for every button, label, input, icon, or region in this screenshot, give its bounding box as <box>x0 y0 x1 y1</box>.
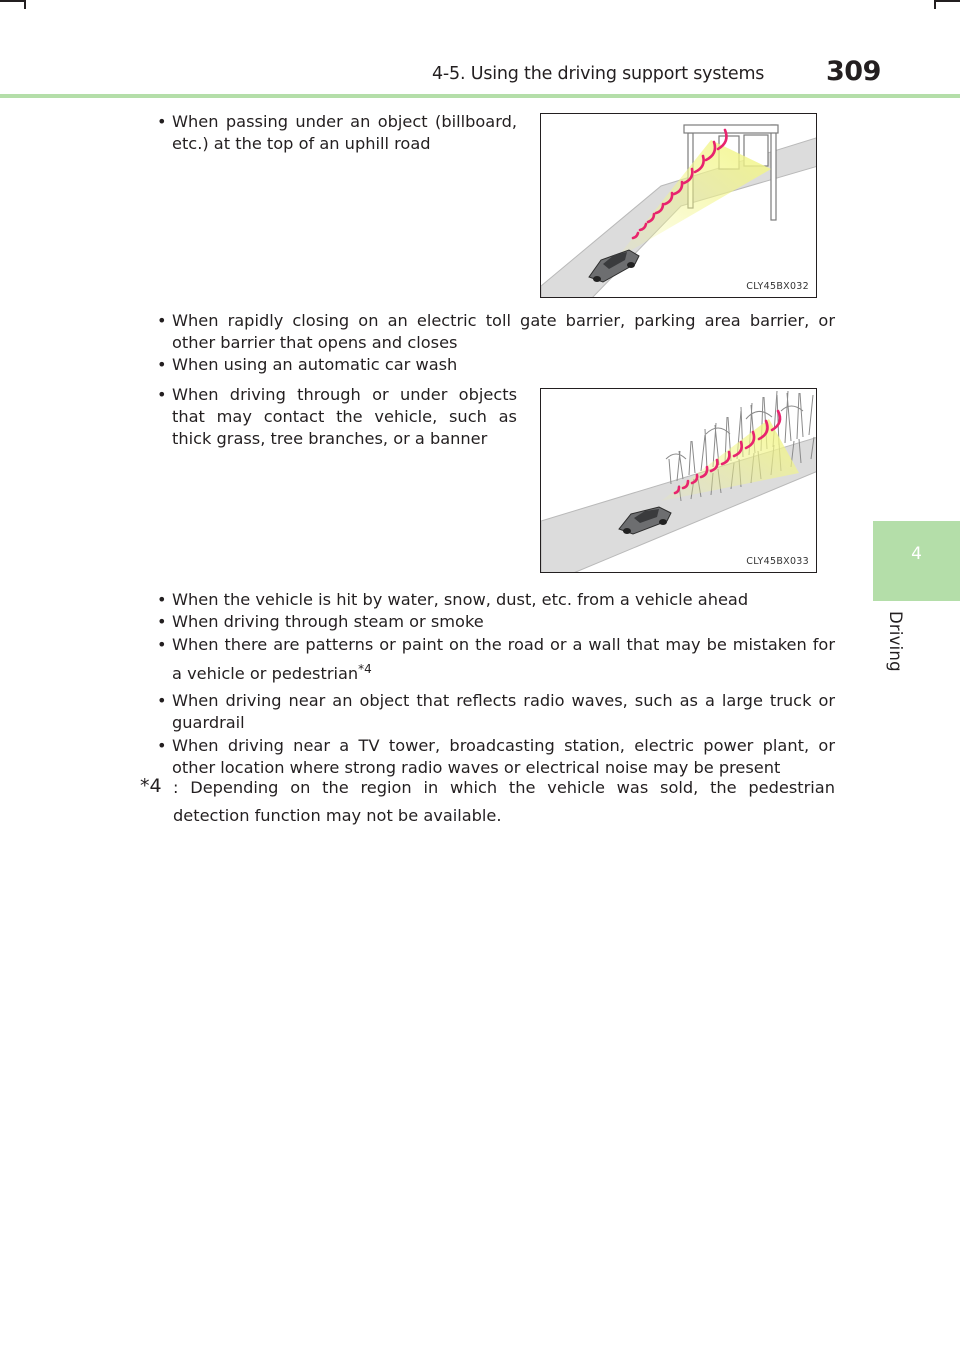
list-item <box>155 589 835 611</box>
bullet-dot: • <box>157 112 167 131</box>
bullet-dot: • <box>157 311 167 330</box>
list-item <box>155 354 835 376</box>
crop-mark <box>0 0 24 2</box>
figure-thick-grass <box>540 388 817 573</box>
footnote-text: : Depending on the region in which the vehicle was sold, the pedestrian detection function may not be available. <box>173 778 835 825</box>
list-item <box>155 111 517 155</box>
figure-code: CLY45BX033 <box>746 556 809 567</box>
list-item-text: When the vehicle is hit by water, snow, dust, etc. from a vehicle ahead <box>172 590 749 609</box>
section-title: 4-5. Using the driving support systems <box>432 64 765 84</box>
list-item-text: When driving through steam or smoke <box>172 612 484 631</box>
bullet-dot: • <box>157 590 167 609</box>
crop-mark <box>934 0 960 2</box>
list-group <box>155 310 835 376</box>
bullet-dot: • <box>157 612 167 631</box>
chapter-label: Driving <box>886 611 905 672</box>
list-item-text: When using an automatic car wash <box>172 355 458 374</box>
bullet-dot: • <box>157 635 167 654</box>
footnote <box>140 774 835 830</box>
figure-illustration <box>541 389 817 573</box>
list-group <box>155 589 835 779</box>
list-item-text: When driving near a TV tower, broadcasting station, electric power plant, or other location where strong radio waves or electrical noise may be present <box>172 736 835 777</box>
list-item <box>155 310 835 354</box>
bullet-dot: • <box>157 385 167 404</box>
crop-mark <box>24 0 26 9</box>
list-item-text: When rapidly closing on an electric toll gate barrier, parking area barrier, or other barrier that opens and closes <box>172 311 835 352</box>
chapter-number: 4 <box>911 544 922 564</box>
header-rule <box>0 94 960 98</box>
figure-code: CLY45BX032 <box>746 281 809 292</box>
bullet-dot: • <box>157 691 167 710</box>
figure-billboard-uphill <box>540 113 817 298</box>
crop-mark <box>934 0 936 9</box>
footnote-mark: *4 <box>140 775 162 797</box>
list-item <box>155 735 835 779</box>
list-item <box>155 384 517 450</box>
list-item-text: When there are patterns or paint on the road or a wall that may be mistaken for a vehicle or pedestrian <box>172 635 835 683</box>
list-item-text: When passing under an object (billboard, etc.) at the top of an uphill road <box>172 112 517 153</box>
page-number: 309 <box>826 56 881 87</box>
bullet-dot: • <box>157 355 167 374</box>
footnote-reference: *4 <box>358 662 372 676</box>
figure-illustration <box>541 114 817 298</box>
list-item <box>155 690 835 734</box>
bullet-dot: • <box>157 736 167 755</box>
list-item-text: When driving through or under objects that may contact the vehicle, such as thick grass, tree branches, or a banner <box>172 385 517 448</box>
list-item-text: When driving near an object that reflects radio waves, such as a large truck or guardrail <box>172 691 835 732</box>
list-item <box>155 630 835 688</box>
